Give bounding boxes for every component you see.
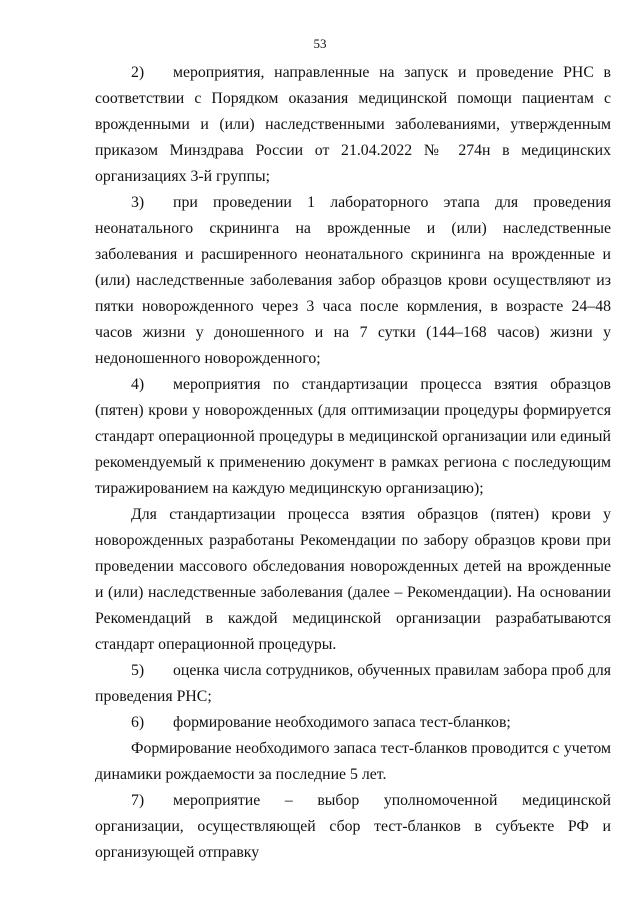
list-item-7: [95, 788, 611, 866]
paragraph-stock: [95, 736, 611, 788]
page-number: 53: [313, 36, 327, 51]
item-number: 6): [131, 714, 145, 731]
item-number: 3): [131, 194, 145, 211]
body-text: [95, 60, 611, 866]
paragraph-text: Для стандартизации процесса взятия образцов (пятен) крови у новорожденных разработаны Рекомендации по забору образцов крови при проведении массового обследования новорожденных детей на врожденные и (или) наследственные заболевания (далее – Рекомендации). На основании Рекомендаций в каждой медицинской организации разрабатываются стандарт операционной процедуры.: [95, 506, 611, 653]
list-item-6: [95, 710, 611, 736]
list-item-2: [95, 60, 611, 190]
item-number: 4): [131, 376, 145, 393]
item-text: мероприятия, направленные на запуск и проведение РНС в соответствии с Порядком оказания медицинской помощи пациентам с врожденными и (или) наследственными заболеваниями, утвержденным приказом Минздрава России от 21.04.2022 № 274н в медицинских организациях 3-й группы;: [95, 64, 611, 185]
item-number: 5): [131, 662, 145, 679]
paragraph-text: Формирование необходимого запаса тест-бланков проводится с учетом динамики рождаемости за последние 5 лет.: [95, 740, 611, 783]
list-item-3: [95, 190, 611, 372]
paragraph-standardization: [95, 502, 611, 658]
item-text: при проведении 1 лабораторного этапа для проведения неонатального скрининга на врожденные и (или) наследственные заболевания и расширенного неонатального скрининга на врожденные и (или) наследственные заболевания забор образцов крови осуществляют из пятки новорожденного через 3 часа после кормления, в возрасте 24–48 часов жизни у доношенного и на 7 сутки (144–168 часов) жизни у недоношенного новорожденного;: [95, 194, 611, 367]
item-number: 7): [131, 792, 145, 809]
item-number: 2): [131, 64, 145, 81]
list-item-5: [95, 658, 611, 710]
item-text: мероприятие – выбор уполномоченной медицинской организации, осуществляющей сбор тест-бланков в субъекте РФ и организующей отправку: [95, 792, 611, 861]
item-text: оценка числа сотрудников, обученных правилам забора проб для проведения РНС;: [95, 662, 611, 705]
list-item-4: [95, 372, 611, 502]
item-text: мероприятия по стандартизации процесса взятия образцов (пятен) крови у новорожденных (для оптимизации процедуры формируется стандарт операционной процедуры в медицинской организации или единый рекомендуемый к применению документ в рамках региона с последующим тиражированием на каждую медицинскую организацию);: [95, 376, 611, 497]
item-text: формирование необходимого запаса тест-бланков;: [173, 714, 511, 731]
